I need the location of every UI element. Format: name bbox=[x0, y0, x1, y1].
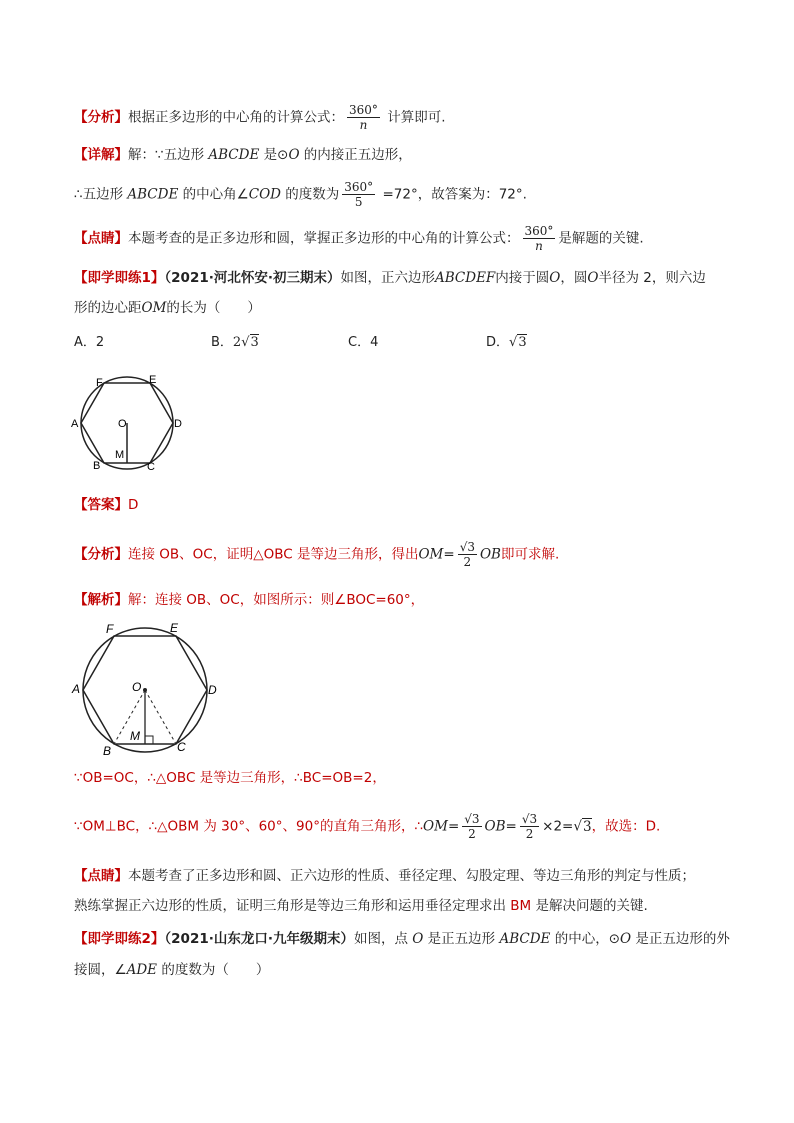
text: ∴五边形 bbox=[74, 186, 128, 203]
label-o: O bbox=[132, 680, 142, 694]
center-point bbox=[143, 688, 147, 692]
label-b: B bbox=[93, 460, 101, 472]
fraction-numerator: √3 bbox=[521, 812, 538, 826]
text: ∵OM⊥BC，∴△OBM 为 30°、60°、90°的直角三角形，∴ bbox=[74, 818, 424, 835]
question2-line1 bbox=[74, 929, 730, 949]
root-three: √3 bbox=[509, 335, 527, 350]
circle-o: O bbox=[620, 931, 632, 947]
equilateral-line bbox=[74, 768, 386, 788]
text: 解：连接 OB、OC，如图所示：则∠BOC=60°， bbox=[128, 592, 425, 608]
point-tag: 【点睛】 bbox=[74, 230, 128, 247]
text: 如图，正六边形 bbox=[340, 270, 435, 286]
option-d bbox=[486, 331, 527, 350]
label-a: A bbox=[72, 682, 81, 696]
radicand: 3 bbox=[467, 540, 475, 554]
label-e: E bbox=[170, 621, 179, 635]
question-source: （2021·山东龙口·九年级期末） bbox=[164, 931, 354, 947]
radicand: 3 bbox=[471, 812, 480, 826]
text: ∵OB=OC，∴△OBC 是等边三角形，∴BC=OB=2， bbox=[74, 770, 386, 786]
text: 即可求解. bbox=[500, 546, 560, 563]
fraction-denominator: 2 bbox=[463, 555, 472, 569]
text: 本题考查了正多边形和圆、正六边形的性质、垂径定理、勾股定理、等边三角形的判定与性质； bbox=[128, 868, 695, 884]
text: ，故选：D. bbox=[591, 818, 661, 835]
text: 半径为 2，则六边 bbox=[598, 270, 706, 286]
label-e: E bbox=[149, 374, 157, 386]
label-c: C bbox=[177, 740, 186, 754]
fraction-denominator: n bbox=[359, 118, 368, 132]
answer-line bbox=[74, 495, 138, 515]
question2-line2 bbox=[74, 960, 269, 980]
fraction-root3-over-2 bbox=[462, 812, 481, 841]
text: 的长为（ ） bbox=[166, 300, 261, 316]
fraction-denominator: n bbox=[535, 239, 543, 253]
fraction-denominator: 2 bbox=[468, 827, 476, 841]
label-a: A bbox=[71, 418, 79, 430]
circle-o: O bbox=[288, 147, 300, 163]
label-c: C bbox=[147, 461, 155, 473]
text: 熟练掌握正六边形的性质，证明三角形是等边三角形和运用垂径定理求出 bbox=[74, 898, 511, 914]
text: 内接于圆 bbox=[495, 270, 550, 286]
point2-line2 bbox=[74, 896, 648, 916]
radicand: 3 bbox=[582, 818, 592, 835]
fraction-360-n bbox=[523, 224, 556, 253]
label-d: D bbox=[174, 418, 182, 430]
fraction-root3-over-2 bbox=[520, 812, 539, 841]
segment-om: OM bbox=[418, 546, 444, 563]
text: 接圆，∠ bbox=[74, 962, 127, 978]
fraction-numerator: 360° bbox=[524, 224, 554, 238]
pentagon-name: ABCDE bbox=[208, 147, 260, 163]
circle-o: O bbox=[549, 270, 561, 286]
question1-line2 bbox=[74, 298, 261, 318]
text: 是解题的关键. bbox=[558, 230, 644, 247]
hexagon-figure-2 bbox=[66, 618, 226, 760]
solution-tag: 【解析】 bbox=[74, 592, 128, 608]
fraction-360-5 bbox=[342, 180, 375, 209]
label-f: F bbox=[106, 622, 114, 636]
right-angle-mark bbox=[145, 736, 153, 744]
analysis-text: 根据正多边形的中心角的计算公式： bbox=[128, 109, 344, 126]
fraction-360-n bbox=[347, 103, 380, 132]
segment-om: OM bbox=[141, 300, 167, 316]
text: 的中心角∠ bbox=[178, 186, 249, 203]
radicand: 3 bbox=[250, 335, 259, 350]
option-a: A．2 bbox=[74, 335, 105, 350]
answer-tag: 【答案】 bbox=[74, 497, 128, 513]
fraction-denominator: 2 bbox=[525, 827, 534, 841]
practice-tag: 【即学即练2】 bbox=[74, 931, 165, 947]
text: =72°，故答案为：72°. bbox=[378, 186, 527, 203]
angle-name: ADE bbox=[126, 962, 158, 978]
central-angle-line bbox=[74, 180, 527, 209]
two-root-three: 2√3 bbox=[232, 335, 259, 350]
detail-text: 解：∵五边形 bbox=[128, 147, 209, 163]
label-m: M bbox=[115, 449, 125, 461]
option-c: C．4 bbox=[348, 335, 379, 350]
label-f: F bbox=[96, 377, 103, 389]
text: 是解决问题的关键. bbox=[531, 898, 648, 914]
analysis2-line bbox=[74, 540, 559, 569]
text: ，圆 bbox=[560, 270, 588, 286]
fraction-root3-over-2 bbox=[458, 540, 477, 569]
detail-line bbox=[74, 145, 412, 165]
point2-line1 bbox=[74, 866, 695, 886]
answer-value: D bbox=[128, 497, 139, 513]
fraction-numerator: 360° bbox=[344, 180, 374, 194]
label-m: M bbox=[130, 729, 140, 743]
pentagon-name: ABCDE bbox=[127, 186, 179, 203]
option-label: B． bbox=[211, 335, 233, 350]
radicand: 3 bbox=[529, 812, 538, 826]
point-o: O bbox=[412, 931, 424, 947]
fraction-numerator: √3 bbox=[459, 540, 475, 554]
pentagon-name: ABCDE bbox=[499, 931, 551, 947]
right-triangle-line: ∵OM⊥BC，∴△OBM 为 30°、60°、90°的直角三角形，∴OM= $\frac{√3}{2}$ OB= $\frac{√3}{2}$ ×2=√3，故选：D. bbox=[74, 812, 661, 841]
times-two: ×2= bbox=[542, 818, 574, 835]
fraction-numerator: √3 bbox=[464, 812, 480, 826]
option-label: D． bbox=[486, 335, 510, 350]
label-b: B bbox=[103, 744, 112, 758]
text: 连接 OB、OC，证明△OBC 是等边三角形，得出 bbox=[128, 546, 419, 563]
segment-ob: OB bbox=[479, 546, 501, 563]
text: 是正五边形 bbox=[423, 931, 500, 947]
equals: = bbox=[443, 546, 455, 563]
text: 的度数为（ ） bbox=[157, 962, 270, 978]
text: 本题考查的是正多边形和圆，掌握正多边形的中心角的计算公式： bbox=[128, 230, 520, 247]
root-three: √3 bbox=[573, 818, 592, 835]
analysis-text-end: 计算即可. bbox=[382, 109, 446, 126]
angle-name: COD bbox=[248, 186, 281, 203]
detail-text: 是⊙ bbox=[259, 147, 289, 163]
fraction-denominator: 5 bbox=[354, 195, 363, 209]
practice-tag: 【即学即练1】 bbox=[74, 270, 165, 286]
segment-ob: OB bbox=[484, 818, 506, 835]
segment-om: OM bbox=[423, 818, 448, 835]
option-b bbox=[211, 331, 259, 350]
point-line bbox=[74, 224, 644, 253]
fraction-numerator: 360° bbox=[349, 103, 378, 117]
label-o: O bbox=[118, 418, 127, 430]
text: 的度数为 bbox=[280, 186, 340, 203]
hexagon-name: ABCDEF bbox=[435, 270, 496, 286]
circle-o: O bbox=[587, 270, 599, 286]
text: 是正五边形的外 bbox=[631, 931, 730, 947]
radicand: 3 bbox=[518, 335, 527, 350]
label-d: D bbox=[208, 683, 217, 697]
detail-tag: 【详解】 bbox=[74, 147, 128, 163]
detail-text: 的内接正五边形， bbox=[299, 147, 412, 163]
question-source: （2021·河北怀安·初三期末） bbox=[164, 270, 341, 286]
analysis-tag: 【分析】 bbox=[74, 109, 128, 126]
analysis-line bbox=[74, 103, 446, 132]
hexagon-figure-1 bbox=[66, 368, 196, 480]
text: 如图，点 bbox=[354, 931, 413, 947]
question1-line1 bbox=[74, 268, 706, 288]
segment-bm: BM bbox=[510, 898, 532, 914]
text: 的中心，⊙ bbox=[550, 931, 621, 947]
point-tag: 【点睛】 bbox=[74, 868, 128, 884]
solution-line bbox=[74, 590, 424, 610]
analysis-tag: 【分析】 bbox=[74, 546, 128, 563]
coefficient: 2 bbox=[232, 335, 242, 350]
text: 形的边心距 bbox=[74, 300, 142, 316]
